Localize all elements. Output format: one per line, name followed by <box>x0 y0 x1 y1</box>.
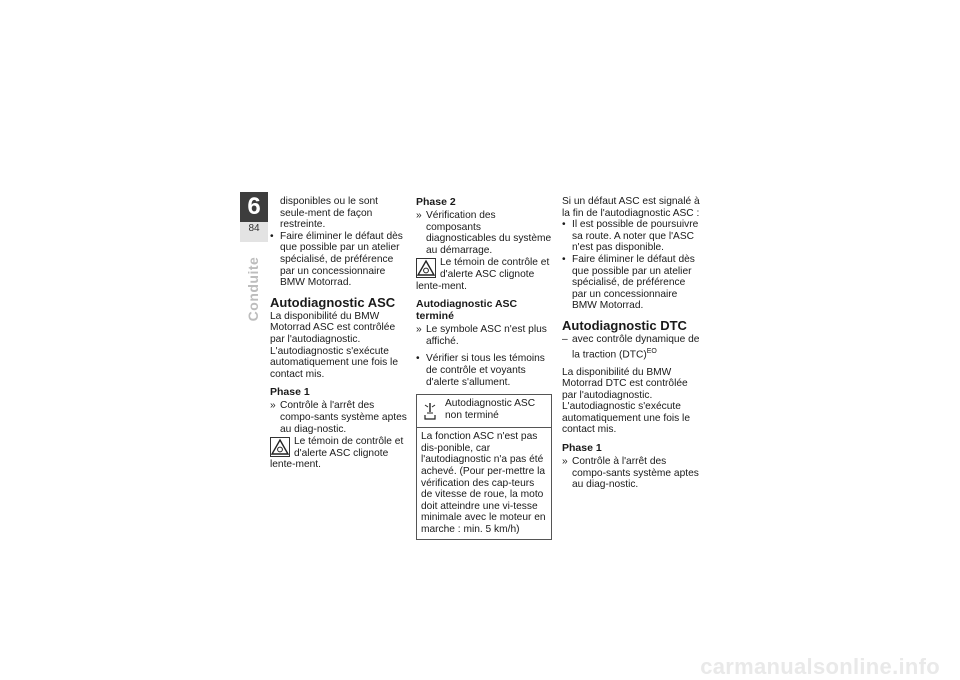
list-item: • Faire éliminer le défaut dès que possible par un atelier spécialisé, de préférence par un concessionnaire BMW Motorrad. <box>562 253 695 312</box>
list-item: • Vérifier si tous les témoins de contrôle et voyants d'alerte s'allument. <box>416 353 545 388</box>
page-number: 84 <box>240 222 268 236</box>
warning-note: Le témoin de contrôle et d'alerte ASC clignote lente-ment. <box>270 436 404 471</box>
chapter-number: 6 <box>240 192 268 222</box>
paragraph: La disponibilité du BMW Motorrad DTC est contrôlée par l'autodiagnostic. L'autodiagnostic s'exécute automatiquement une fois le contact mis. <box>562 366 690 436</box>
option-note: – avec contrôle dynamique de la traction (DTC)$^{EO}$ <box>562 333 700 360</box>
subheading-phase-2: Phase 2 <box>416 196 456 208</box>
section-heading-dtc: Autodiagnostic DTC <box>562 317 687 333</box>
paragraph: Si un défaut ASC est signalé à la fin de l'autodiagnostic ASC : <box>562 196 700 219</box>
list-item: • Il est possible de poursuivre sa route. A noter que l'ASC n'est pas disponible. <box>562 219 699 254</box>
step-item: » Le symbole ASC n'est plus affiché. <box>416 324 547 347</box>
option-superscript: EO <box>646 347 657 355</box>
column-2 <box>416 196 552 540</box>
notice-box <box>416 394 552 540</box>
step-item: » Vérification des composants diagnosticables du système au démarrage. <box>416 210 552 256</box>
watermark: carmanualsonline.info <box>700 654 940 679</box>
subheading-phase-1: Phase 1 <box>562 442 602 455</box>
subheading-asc-done: Autodiagnostic ASC terminé <box>416 298 518 323</box>
subheading-phase-1: Phase 1 <box>270 386 310 399</box>
continued-text: disponibles ou le sont seule-ment de façon restreinte. <box>280 196 378 231</box>
chapter-sidebar <box>240 192 268 342</box>
warning-triangle-icon <box>416 258 436 278</box>
column-3 <box>562 196 700 491</box>
warning-light-icon <box>423 401 437 421</box>
page-strip <box>240 236 268 242</box>
section-heading-asc: Autodiagnostic ASC <box>270 294 396 310</box>
warning-triangle-icon <box>270 437 290 457</box>
step-item: » Contrôle à l'arrêt des compo-sants système aptes au diag-nostic. <box>270 400 407 435</box>
list-item: • Faire éliminer le défaut dès que possible par un atelier spécialisé, de préférence par un concessionnaire BMW Motorrad. <box>270 230 403 289</box>
column-1 <box>270 196 408 471</box>
notice-box-body: La fonction ASC n'est pas dis-ponible, car l'autodiagnostic n'a pas été achevé. (Pour per-mettre la vérification des cap-teurs de vitesse de roue, la moto doit atteindre une vi-tesse minimale avec le moteur en marche : min. 5 km/h) <box>421 431 546 535</box>
step-item: » Contrôle à l'arrêt des compo-sants système aptes au diag-nostic. <box>562 456 699 491</box>
chapter-label: Conduite <box>245 256 261 322</box>
warning-note: Le témoin de contrôle et d'alerte ASC clignote lente-ment. <box>416 257 550 292</box>
paragraph: La disponibilité du BMW Motorrad ASC est contrôlée par l'autodiagnostic. L'autodiagnostic s'exécute automatiquement une fois le contact mis. <box>270 310 398 380</box>
notice-box-header: Autodiagnostic ASC non terminé <box>417 395 551 428</box>
